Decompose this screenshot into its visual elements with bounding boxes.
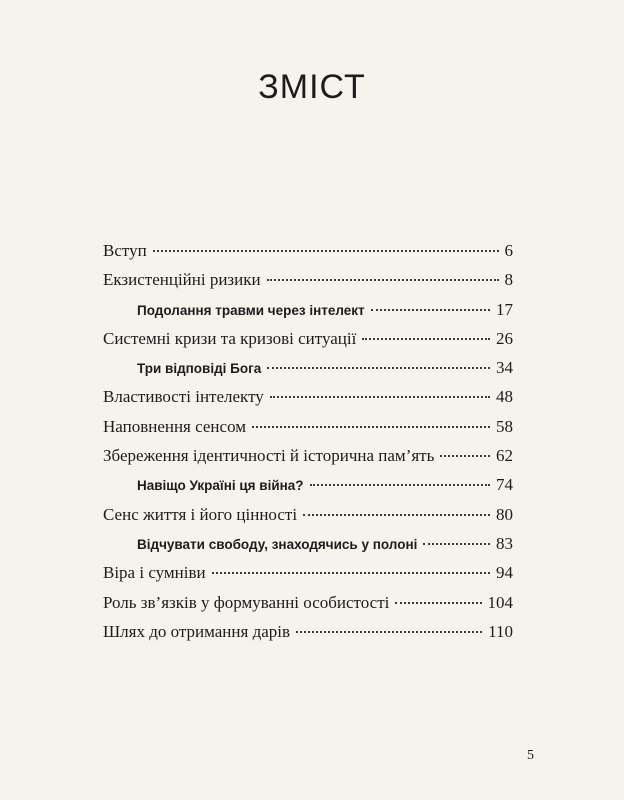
toc-entry-page: 94 xyxy=(496,563,513,583)
toc-entry-page: 104 xyxy=(487,592,513,612)
toc-entry-title: Шлях до отримання дарів xyxy=(103,621,291,641)
page-heading: ЗМІСТ xyxy=(258,68,366,106)
toc-entry xyxy=(103,412,513,441)
toc-entry xyxy=(103,236,513,265)
toc-entry-page: 26 xyxy=(496,328,513,348)
dot-leader xyxy=(303,513,490,516)
toc-entry-title: Подолання травми через інтелект xyxy=(137,302,365,318)
toc-entry-title: Відчувати свободу, знаходячись у полоні xyxy=(137,536,418,552)
toc-entry xyxy=(103,265,513,294)
dot-leader xyxy=(362,337,490,340)
toc-entry-page: 48 xyxy=(496,387,513,407)
toc-subentry xyxy=(103,529,513,558)
toc-entry-title: Віра і сумніви xyxy=(103,563,206,583)
toc-entry-page: 110 xyxy=(488,621,513,641)
toc-entry-title: Екзистенційні ризики xyxy=(103,270,261,290)
toc-entry-title: Наповнення сенсом xyxy=(103,416,247,436)
toc-entry xyxy=(103,441,513,470)
toc-subentry xyxy=(103,295,513,324)
dot-leader xyxy=(423,542,490,545)
toc-entry xyxy=(103,558,513,587)
toc-entry-page: 62 xyxy=(496,446,513,466)
dot-leader xyxy=(270,395,490,398)
toc-entry-title: Сенс життя і його цінності xyxy=(103,504,298,524)
toc-entry-page: 17 xyxy=(496,299,513,319)
toc-entry-title: Навіщо Україні ця війна? xyxy=(137,478,304,494)
toc-entry-page: 80 xyxy=(496,504,513,524)
toc-entry-page: 74 xyxy=(496,475,513,495)
toc-entry xyxy=(103,500,513,529)
dot-leader xyxy=(267,366,490,369)
toc-entry-title: Три відповіді Бога xyxy=(137,361,262,377)
toc-subentry xyxy=(103,353,513,382)
toc-entry-title: Роль зв’язків у формуванні особистості xyxy=(103,592,390,612)
toc-entry xyxy=(103,382,513,411)
toc-entry-title: Системні кризи та кризові ситуації xyxy=(103,328,357,348)
toc-entry-title: Вступ xyxy=(103,241,147,260)
dot-leader xyxy=(395,601,481,604)
dot-leader xyxy=(296,630,482,633)
toc-entry-page: 8 xyxy=(504,270,513,290)
dot-leader xyxy=(252,425,490,428)
table-of-contents xyxy=(103,236,513,646)
toc-entry-title: Збереження ідентичності й історична пам’ять xyxy=(103,446,435,466)
toc-entry xyxy=(103,588,513,617)
toc-entry-page: 58 xyxy=(496,416,513,436)
toc-entry-page: 83 xyxy=(496,533,513,553)
dot-leader xyxy=(153,249,499,252)
dot-leader xyxy=(310,483,490,486)
dot-leader xyxy=(212,571,490,574)
toc-entry xyxy=(103,324,513,353)
toc-entry xyxy=(103,617,513,646)
page-number: 5 xyxy=(527,748,534,763)
dot-leader xyxy=(371,308,490,311)
dot-leader xyxy=(440,454,490,457)
toc-subentry xyxy=(103,470,513,499)
toc-entry-page: 34 xyxy=(496,358,513,378)
toc-entry-page: 6 xyxy=(504,241,513,260)
dot-leader xyxy=(267,278,499,281)
toc-entry-title: Властивості інтелекту xyxy=(103,387,264,407)
